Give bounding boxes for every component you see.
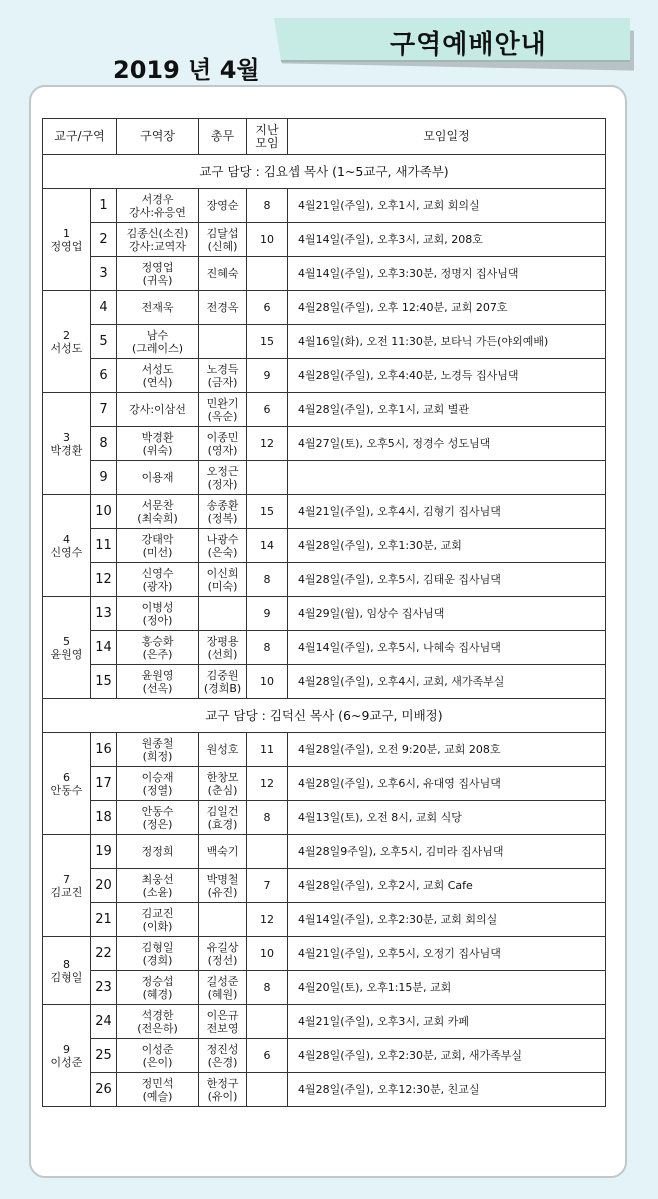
meeting-schedule: 4월28일(주일), 오후1:30분, 교회: [288, 529, 606, 563]
zone-secretary: 유길상 (정선): [199, 937, 247, 971]
zone-leader: 석경한 (전은하): [117, 1005, 199, 1039]
district-label: 1 정영업: [43, 189, 91, 291]
zone-number: 7: [91, 393, 117, 427]
zone-number: 5: [91, 325, 117, 359]
zone-secretary: 전경옥: [199, 291, 247, 325]
zone-number: 8: [91, 427, 117, 461]
last-attendance: [247, 835, 288, 869]
schedule-table: [42, 118, 606, 1107]
table-row: [43, 393, 606, 427]
table-row: [43, 631, 606, 665]
zone-number: 9: [91, 461, 117, 495]
meeting-schedule: 4월28일9주일), 오후5시, 김미라 집사님댁: [288, 835, 606, 869]
zone-number: 4: [91, 291, 117, 325]
meeting-schedule: 4월28일(주일), 오후4시, 교회, 새가족부실: [288, 665, 606, 699]
meeting-schedule: 4월28일(주일), 오후6시, 유대영 집사님댁: [288, 767, 606, 801]
last-attendance: 15: [247, 325, 288, 359]
table-row: [43, 937, 606, 971]
table-row: [43, 767, 606, 801]
zone-number: 26: [91, 1073, 117, 1107]
table-row: [43, 1073, 606, 1107]
table-row: [43, 257, 606, 291]
zone-number: 13: [91, 597, 117, 631]
last-attendance: [247, 461, 288, 495]
meeting-schedule: 4월28일(주일), 오후5시, 김태운 집사님댁: [288, 563, 606, 597]
meeting-schedule: 4월14일(주일), 오후2:30분, 교회 회의실: [288, 903, 606, 937]
zone-secretary: 이신희 (미숙): [199, 563, 247, 597]
zone-leader: 안동수 (정은): [117, 801, 199, 835]
zone-secretary: [199, 325, 247, 359]
zone-secretary: 진혜숙: [199, 257, 247, 291]
last-attendance: 10: [247, 937, 288, 971]
last-attendance: [247, 1005, 288, 1039]
zone-leader: 강태악 (미선): [117, 529, 199, 563]
zone-number: 6: [91, 359, 117, 393]
table-row: [43, 427, 606, 461]
zone-leader: 정영업 (귀옥): [117, 257, 199, 291]
last-attendance: 12: [247, 767, 288, 801]
zone-leader: 정승섭 (혜경): [117, 971, 199, 1005]
zone-leader: 강사:이삼선: [117, 393, 199, 427]
zone-secretary: 김일건 (효경): [199, 801, 247, 835]
last-attendance: 8: [247, 631, 288, 665]
zone-leader: 김형일 (경희): [117, 937, 199, 971]
zone-secretary: 한정구 (유이): [199, 1073, 247, 1107]
zone-secretary: 원성호: [199, 733, 247, 767]
table-row: [43, 1039, 606, 1073]
section-title: 교구 담당 : 김덕신 목사 (6~9교구, 미배정): [43, 699, 606, 733]
table-row: [43, 733, 606, 767]
zone-number: 11: [91, 529, 117, 563]
table-row: [43, 563, 606, 597]
zone-secretary: 백숙기: [199, 835, 247, 869]
zone-number: 1: [91, 189, 117, 223]
last-attendance: 10: [247, 223, 288, 257]
last-attendance: 12: [247, 903, 288, 937]
last-attendance: 14: [247, 529, 288, 563]
last-attendance: 9: [247, 359, 288, 393]
header-schedule: 모임일정: [288, 119, 606, 155]
zone-number: 15: [91, 665, 117, 699]
meeting-schedule: 4월28일(주일), 오전 9:20분, 교회 208호: [288, 733, 606, 767]
zone-secretary: 장영순: [199, 189, 247, 223]
district-label: 3 박경환: [43, 393, 91, 495]
header-secretary: 총무: [199, 119, 247, 155]
meeting-schedule: [288, 461, 606, 495]
zone-secretary: 나광수 (은숙): [199, 529, 247, 563]
meeting-schedule: 4월13일(토), 오전 8시, 교회 식당: [288, 801, 606, 835]
zone-number: 25: [91, 1039, 117, 1073]
last-attendance: 6: [247, 393, 288, 427]
zone-secretary: 민완기 (옥순): [199, 393, 247, 427]
table-row: [43, 903, 606, 937]
zone-number: 17: [91, 767, 117, 801]
zone-number: 2: [91, 223, 117, 257]
zone-leader: 정민석 (예슬): [117, 1073, 199, 1107]
zone-number: 3: [91, 257, 117, 291]
zone-secretary: 김달섭 (신혜): [199, 223, 247, 257]
last-attendance: [247, 257, 288, 291]
zone-leader: 이병성 (정아): [117, 597, 199, 631]
table-row: [43, 665, 606, 699]
meeting-schedule: 4월28일(주일), 오후 12:40분, 교회 207호: [288, 291, 606, 325]
district-label: 5 윤원영: [43, 597, 91, 699]
table-row: [43, 801, 606, 835]
last-attendance: 8: [247, 189, 288, 223]
zone-leader: 원종철 (희정): [117, 733, 199, 767]
last-attendance: 7: [247, 869, 288, 903]
zone-number: 22: [91, 937, 117, 971]
table-row: [43, 835, 606, 869]
table-row: [43, 359, 606, 393]
table-row: [43, 189, 606, 223]
zone-secretary: 이은규 전보영: [199, 1005, 247, 1039]
page-date: 2019 년 4월: [113, 56, 260, 84]
zone-number: 23: [91, 971, 117, 1005]
zone-leader: 이승재 (정열): [117, 767, 199, 801]
zone-secretary: 노경득 (금자): [199, 359, 247, 393]
meeting-schedule: 4월27일(토), 오후5시, 정경수 성도님댁: [288, 427, 606, 461]
table-row: [43, 325, 606, 359]
zone-leader: 김종신(소진) 강사:교역자: [117, 223, 199, 257]
district-label: 4 신영수: [43, 495, 91, 597]
zone-secretary: 박명철 (유진): [199, 869, 247, 903]
zone-leader: 서문찬 (최숙희): [117, 495, 199, 529]
zone-leader: 전재욱: [117, 291, 199, 325]
table-row: [43, 223, 606, 257]
table-row: [43, 461, 606, 495]
meeting-schedule: 4월20일(토), 오후1:15분, 교회: [288, 971, 606, 1005]
zone-number: 10: [91, 495, 117, 529]
zone-leader: 윤원영 (선옥): [117, 665, 199, 699]
zone-number: 24: [91, 1005, 117, 1039]
meeting-schedule: 4월28일(주일), 오후2:30분, 교회, 새가족부실: [288, 1039, 606, 1073]
meeting-schedule: 4월28일(주일), 오후1시, 교회 별관: [288, 393, 606, 427]
zone-leader: 신영수 (광자): [117, 563, 199, 597]
zone-number: 18: [91, 801, 117, 835]
meeting-schedule: 4월28일(주일), 오후12:30분, 친교실: [288, 1073, 606, 1107]
zone-leader: 이용재: [117, 461, 199, 495]
district-label: 6 안동수: [43, 733, 91, 835]
zone-secretary: 길성준 (혜원): [199, 971, 247, 1005]
section-title: 교구 담당 : 김요셉 목사 (1~5교구, 새가족부): [43, 155, 606, 189]
zone-number: 19: [91, 835, 117, 869]
zone-number: 20: [91, 869, 117, 903]
zone-secretary: 송종환 (정복): [199, 495, 247, 529]
header-last-meeting: 지난 모임: [247, 119, 288, 155]
zone-number: 16: [91, 733, 117, 767]
meeting-schedule: 4월21일(주일), 오후3시, 교회 카페: [288, 1005, 606, 1039]
zone-secretary: 이종민 (영자): [199, 427, 247, 461]
table-row: [43, 971, 606, 1005]
zone-leader: 김교진 (이화): [117, 903, 199, 937]
district-label: 8 김형일: [43, 937, 91, 1005]
table-row: [43, 869, 606, 903]
zone-secretary: 장평용 (선희): [199, 631, 247, 665]
header-leader: 구역장: [117, 119, 199, 155]
page-title: 구역예배안내: [390, 30, 547, 60]
header-district: 교구/구역: [43, 119, 117, 155]
zone-leader: 박경환 (위숙): [117, 427, 199, 461]
zone-secretary: [199, 597, 247, 631]
last-attendance: 8: [247, 971, 288, 1005]
last-attendance: 8: [247, 801, 288, 835]
zone-number: 12: [91, 563, 117, 597]
schedule-body: [43, 155, 606, 1107]
district-label: 2 서성도: [43, 291, 91, 393]
zone-leader: 최웅선 (소윤): [117, 869, 199, 903]
zone-secretary: 정진성 (은경): [199, 1039, 247, 1073]
zone-leader: 남수 (그레이스): [117, 325, 199, 359]
meeting-schedule: 4월28일(주일), 오후4:40분, 노경득 집사님댁: [288, 359, 606, 393]
meeting-schedule: 4월14일(주일), 오후5시, 나혜숙 집사님댁: [288, 631, 606, 665]
meeting-schedule: 4월14일(주일), 오후3시, 교회, 208호: [288, 223, 606, 257]
meeting-schedule: 4월28일(주일), 오후2시, 교회 Cafe: [288, 869, 606, 903]
meeting-schedule: 4월16일(화), 오전 11:30분, 보타닉 가든(야외예배): [288, 325, 606, 359]
zone-leader: 홍승화 (은주): [117, 631, 199, 665]
meeting-schedule: 4월29일(월), 임상수 집사님댁: [288, 597, 606, 631]
zone-secretary: 오정근 (정자): [199, 461, 247, 495]
last-attendance: 11: [247, 733, 288, 767]
meeting-schedule: 4월14일(주일), 오후3:30분, 정명지 집사님댁: [288, 257, 606, 291]
zone-leader: 서경우 강사:유응연: [117, 189, 199, 223]
meeting-schedule: 4월21일(주일), 오후1시, 교회 회의실: [288, 189, 606, 223]
zone-number: 21: [91, 903, 117, 937]
last-attendance: [247, 1073, 288, 1107]
district-label: 7 김교진: [43, 835, 91, 937]
last-attendance: 6: [247, 1039, 288, 1073]
zone-number: 14: [91, 631, 117, 665]
table-row: [43, 1005, 606, 1039]
table-row: [43, 291, 606, 325]
last-attendance: 8: [247, 563, 288, 597]
table-row: [43, 529, 606, 563]
zone-leader: 서성도 (연식): [117, 359, 199, 393]
meeting-schedule: 4월21일(주일), 오후4시, 김형기 집사님댁: [288, 495, 606, 529]
table-row: [43, 495, 606, 529]
last-attendance: 15: [247, 495, 288, 529]
meeting-schedule: 4월21일(주일), 오후5시, 오정기 집사님댁: [288, 937, 606, 971]
zone-leader: 이성준 (은이): [117, 1039, 199, 1073]
last-attendance: 12: [247, 427, 288, 461]
zone-secretary: 한창모 (춘심): [199, 767, 247, 801]
zone-leader: 정정희: [117, 835, 199, 869]
district-label: 9 이성준: [43, 1005, 91, 1107]
zone-secretary: [199, 903, 247, 937]
last-attendance: 9: [247, 597, 288, 631]
table-row: [43, 597, 606, 631]
last-attendance: 10: [247, 665, 288, 699]
last-attendance: 6: [247, 291, 288, 325]
zone-secretary: 김중원 (경희B): [199, 665, 247, 699]
